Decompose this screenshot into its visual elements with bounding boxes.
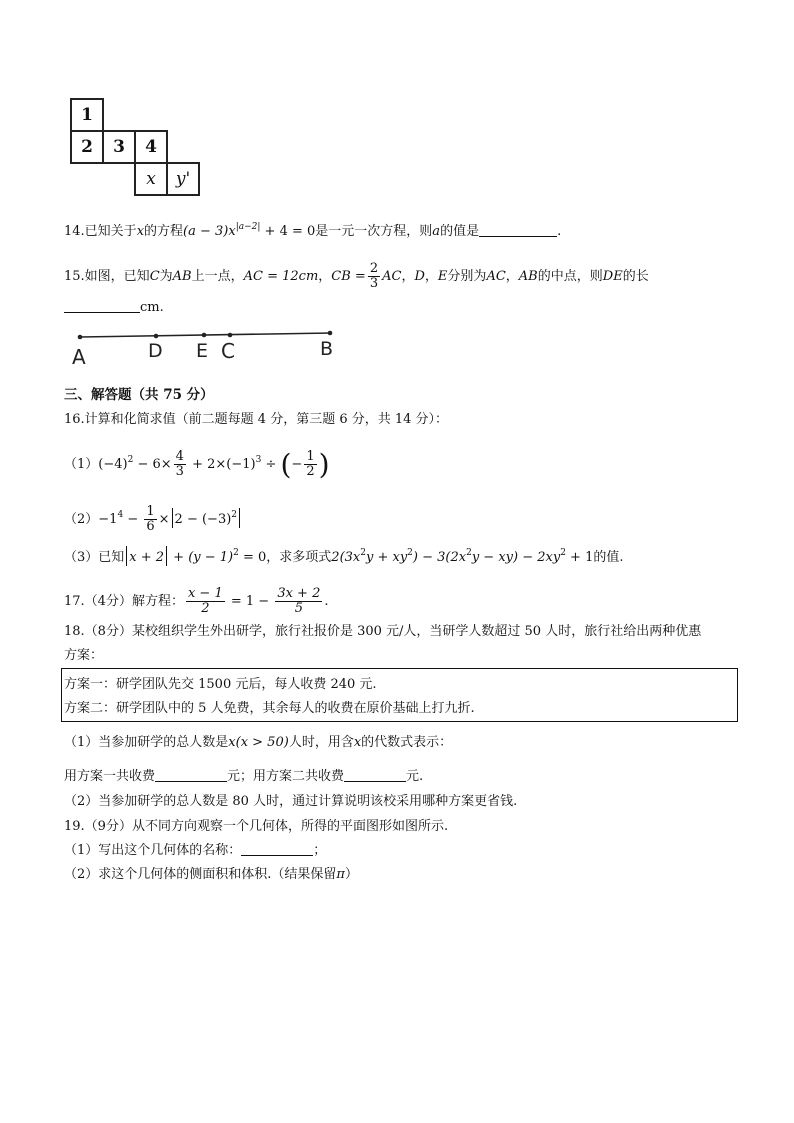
q16-p3-sq: 2 <box>233 548 239 558</box>
q18-plan2-cost-blank[interactable] <box>344 767 406 782</box>
question-18-line2: 方案： <box>64 648 104 663</box>
q16-p3-sq4: 2 <box>466 548 472 558</box>
q16-p2-frac-num: 1 <box>146 504 155 519</box>
q16-p2-abs-right <box>239 508 240 528</box>
question-18-line1: 18.（8分）某校组织学生外出研学，旅行社报价是 300 元/人，当研学人数超过 50 人时，旅行社给出两种优惠 <box>64 624 702 639</box>
q17-right-num: 3x + 2 <box>277 586 321 601</box>
q15-sep: ， <box>318 269 332 284</box>
q15-text-i: 的长 <box>622 269 649 284</box>
q19-name-blank[interactable] <box>241 841 313 856</box>
q15-ac-eq: AC = 12cm <box>243 269 319 284</box>
q16-p1-half <box>304 450 316 479</box>
q16-p3-h: + 1 <box>565 550 594 565</box>
q16-p3-label: （3）已知 <box>64 550 125 565</box>
q16-p3-sq3: 2 <box>407 548 413 558</box>
q15-text-b: 为 <box>159 269 173 284</box>
q15-ab2: AB <box>518 269 538 284</box>
q18-s1-a: （1）当参加研学的总人数是 <box>64 735 229 750</box>
net-cell-x: x <box>134 162 168 196</box>
net-cell-2: 2 <box>70 130 104 164</box>
q18-s1-x2: x <box>353 735 362 750</box>
q18-s1-b: 人时，用含 <box>288 735 354 750</box>
q18-s1-cond: (x > 50) <box>235 735 289 750</box>
question-19-sub2 <box>64 865 358 885</box>
q16-p3-a: x + 2 <box>129 550 165 565</box>
q16-p3-tail: 的值. <box>593 550 624 565</box>
q16-p3-f: ) − 3(2x <box>412 550 467 565</box>
q17-right-den: 5 <box>294 601 303 616</box>
q15-text-g: ， <box>505 269 519 284</box>
q17-right-frac <box>275 587 322 616</box>
q14-base: x <box>228 224 236 239</box>
q14-eq-lhs: (a − 3) <box>183 224 229 239</box>
q15-segment-ab: AB <box>172 269 192 284</box>
q16-p2-sq: 2 <box>231 510 238 520</box>
q15-text-f: 分别为 <box>447 269 487 284</box>
q16-p1-rparen: ) <box>318 448 330 481</box>
q15-text-e: ， <box>424 269 438 284</box>
plan-1: 方案一：研学团队先交 1500 元后，每人收费 240 元. <box>64 677 377 692</box>
question-19-sub1 <box>64 841 326 861</box>
q15-point-c: C <box>149 269 160 284</box>
label-b: B <box>320 338 334 360</box>
q17-mid: = 1 − <box>226 594 274 609</box>
question-15-line1 <box>64 262 649 291</box>
q14-exponent: |a−2| <box>235 222 261 232</box>
q14-end: 的值是 <box>440 224 480 239</box>
q18-unit-end: 元. <box>406 769 424 784</box>
point-c-dot <box>228 333 233 338</box>
question-18-answer-line <box>64 767 423 787</box>
q15-ac2: AC <box>382 269 402 284</box>
q19-pi: π <box>336 867 345 882</box>
q16-p3-abs-left <box>126 546 127 566</box>
q18-s1-c: 的代数式表示： <box>361 735 453 750</box>
q14-var: x <box>136 224 145 239</box>
plans-box <box>61 668 738 722</box>
label-e: E <box>196 340 209 362</box>
section-3-heading: 三、解答题（共 75 分） <box>64 387 214 403</box>
q14-eq-rhs: + 4 = 0 <box>260 224 316 239</box>
q18-plan1-cost-blank[interactable] <box>155 767 227 782</box>
q16-p2-c: × <box>158 512 170 527</box>
question-16-part2 <box>64 505 242 534</box>
net-figure <box>70 98 210 198</box>
q16-p1-sq: 2 <box>127 455 134 465</box>
segment-figure <box>66 322 356 370</box>
point-d-dot <box>154 334 159 339</box>
q16-p2-abs-left <box>172 508 173 528</box>
q16-p2-d: 2 − (−3) <box>174 512 232 527</box>
q16-p2-p4: 4 <box>117 510 124 520</box>
point-a-dot <box>78 335 83 340</box>
q14-tail: 是一元一次方程，则 <box>315 224 433 239</box>
q15-ac3: AC <box>486 269 506 284</box>
q16-p1-lparen: ( <box>280 448 292 481</box>
q16-p1-frac <box>174 450 186 479</box>
q15-text-h: 的中点，则 <box>537 269 603 284</box>
q16-p1-frac-num: 4 <box>175 449 184 464</box>
q17-left-den: 2 <box>201 601 210 616</box>
q16-p1-c: + 2×(−1) <box>187 457 256 472</box>
q19-s1-end: ； <box>313 843 327 858</box>
question-18-sub2: （2）当参加研学的总人数是 80 人时，通过计算说明该校采用哪种方案更省钱. <box>64 794 518 809</box>
q14-period: . <box>557 224 562 239</box>
question-15-line2 <box>64 298 164 318</box>
q14-a: a <box>432 224 441 239</box>
q16-p2-b: − <box>123 512 143 527</box>
q16-p1-b: − 6× <box>133 457 172 472</box>
q15-frac-num: 2 <box>369 261 379 276</box>
q15-frac-den: 3 <box>369 276 379 291</box>
q19-s2-b: ） <box>344 867 358 882</box>
label-c: C <box>221 339 235 363</box>
q14-answer-blank[interactable] <box>479 222 557 237</box>
q15-text-d: ， <box>401 269 415 284</box>
q19-s2-a: （2）求这个几何体的侧面积和体积.（结果保留 <box>64 867 337 882</box>
q15-segment-de: DE <box>602 269 623 284</box>
q14-prefix: 14.已知关于 <box>64 224 137 239</box>
q19-s1-text: （1）写出这个几何体的名称： <box>64 843 242 858</box>
q16-p3-sq2: 2 <box>360 548 366 558</box>
q15-fraction <box>368 262 380 291</box>
q16-p3-sq5: 2 <box>560 548 566 558</box>
q17-prefix: 17.（4分）解方程： <box>64 594 184 609</box>
net-cell-1: 1 <box>70 98 104 132</box>
q16-p3-e: y + xy <box>365 550 408 565</box>
q16-p1-d: ÷ <box>261 457 281 472</box>
question-18-sub1 <box>64 733 452 753</box>
question-16-intro: 16.计算和化简求值（前二题每题 4 分，第三题 6 分，共 14 分）： <box>64 412 449 427</box>
q16-p1-half-num: 1 <box>306 449 315 464</box>
q18-plan1-cost-label: 用方案一共收费 <box>64 769 156 784</box>
q16-p3-b: + (y − 1) <box>169 550 234 565</box>
q17-left-frac <box>186 587 225 616</box>
q16-p3-c: = 0，求多项式 <box>238 550 332 565</box>
plan-2: 方案二：研学团队中的 5 人免费，其余每人的收费在原价基础上打九折. <box>64 701 475 716</box>
q16-p2-frac-den: 6 <box>146 519 155 534</box>
question-19-intro: 19.（9分）从不同方向观察一个几何体，所得的平面图形如图所示. <box>64 819 449 834</box>
q15-answer-blank[interactable] <box>64 298 140 313</box>
q15-text-a: 15.如图，已知 <box>64 269 150 284</box>
q16-p1-a: (−4) <box>98 457 128 472</box>
q16-p1-cube: 3 <box>255 455 262 465</box>
q18-s1-x: x <box>228 735 236 750</box>
point-e-dot <box>202 333 207 338</box>
q17-left-num: x − 1 <box>187 586 223 601</box>
q15-text-c: 上一点， <box>191 269 244 284</box>
q16-p1-half-den: 2 <box>306 464 315 479</box>
q16-p3-abs-right <box>166 546 167 566</box>
q15-cb: CB = <box>331 269 366 284</box>
net-cell-4: 4 <box>134 130 168 164</box>
q16-p3-d: 2(3x <box>331 550 361 565</box>
q16-p2-frac <box>144 505 156 534</box>
q16-p2-a: −1 <box>98 512 118 527</box>
net-cell-y: y' <box>166 162 200 196</box>
q16-p3-g: y − xy) − 2xy <box>471 550 561 565</box>
q14-mid: 的方程 <box>144 224 184 239</box>
q15-point-d: D <box>414 269 425 284</box>
label-d: D <box>148 340 163 362</box>
question-16-part3 <box>64 546 624 568</box>
label-a: A <box>72 345 86 369</box>
q16-p1-e: − <box>291 457 303 472</box>
q15-unit: cm. <box>140 300 164 315</box>
q15-point-e: E <box>437 269 448 284</box>
question-14 <box>64 222 561 242</box>
question-17 <box>64 587 328 616</box>
q18-plan2-cost-label: 元；用方案二共收费 <box>227 769 345 784</box>
q16-p2-label: （2） <box>64 512 99 527</box>
q16-p1-frac-den: 3 <box>175 464 184 479</box>
q16-p1-label: （1） <box>64 457 99 472</box>
point-b-dot <box>328 331 333 336</box>
question-16-part1 <box>64 450 330 479</box>
q17-end: . <box>324 594 329 609</box>
net-cell-3: 3 <box>102 130 136 164</box>
